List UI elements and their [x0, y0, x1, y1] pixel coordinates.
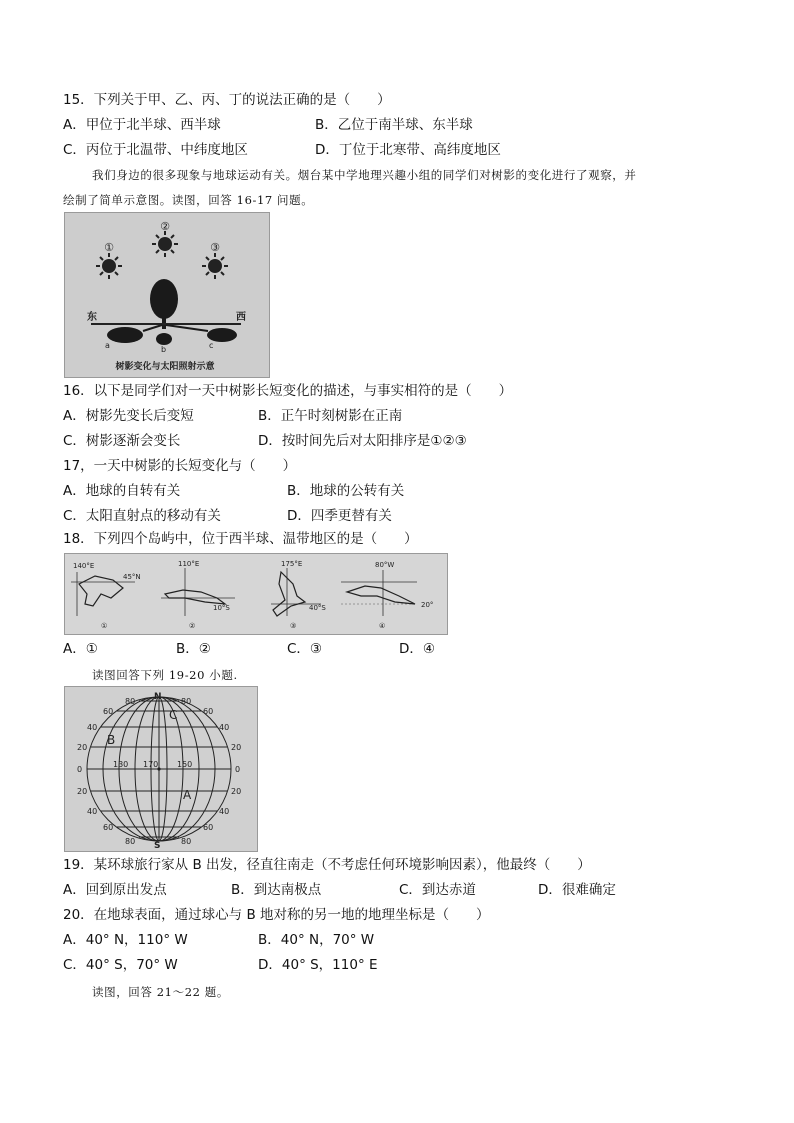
lat-right-20s: 20 — [231, 787, 242, 796]
lat-right-60s: 60 — [203, 823, 214, 832]
point-b: B — [107, 733, 116, 747]
shadow-b — [156, 333, 172, 345]
west-label: 西 — [236, 312, 246, 323]
q17-option-d: D．四季更替有关 — [287, 508, 392, 524]
q20-stem: 20．在地球表面，通过球心与 B 地对称的另一地的地理坐标是（ ） — [63, 907, 490, 923]
figure-caption: 树影变化与太阳照射示意 — [115, 362, 215, 372]
lat-left-60n: 60 — [103, 707, 114, 716]
lat-right-80n: 80 — [181, 697, 192, 706]
q16-option-d: D．按时间先后对太阳排序是①②③ — [258, 433, 467, 449]
q16-stem: 16．以下是同学们对一天中树影长短变化的描述，与事实相符的是（ ） — [63, 383, 513, 399]
island-number-3: ③ — [290, 622, 297, 630]
label-45n: 45°N — [123, 573, 141, 581]
intro-16-17-line2: 绘制了简单示意图。读图，回答 16-17 问题。 — [63, 193, 314, 207]
label-80w: 80°W — [375, 561, 395, 569]
q20-option-c: C．40° S，70° W — [63, 957, 178, 973]
sun-label-1: ① — [104, 241, 114, 254]
q17-option-c: C．太阳直射点的移动有关 — [63, 508, 221, 524]
sun-label-3: ③ — [210, 241, 220, 254]
q15-option-d: D．丁位于北寒带、高纬度地区 — [315, 142, 501, 158]
island-3-map — [271, 560, 326, 630]
tree-icon — [150, 279, 178, 329]
label-10s: 10°S — [213, 604, 230, 612]
q20-option-b: B．40° N，70° W — [258, 932, 375, 948]
south-pole-label: S — [154, 841, 161, 851]
q15-option-b: B．乙位于南半球、东半球 — [315, 117, 473, 133]
island-number-1: ① — [101, 622, 108, 630]
lon-label-150: 150 — [177, 760, 193, 769]
lat-right-60n: 60 — [203, 707, 214, 716]
sun-icon — [152, 231, 178, 257]
shadow-a — [107, 327, 143, 343]
sun-icon — [202, 253, 228, 279]
sun-icon — [96, 253, 122, 279]
q17-option-a: A．地球的自转有关 — [63, 483, 181, 499]
q19-stem: 19．某环球旅行家从 B 出发，径直往南走（不考虑任何环境影响因素），他最终（ ） — [63, 857, 591, 873]
q16-option-b: B．正午时刻树影在正南 — [258, 408, 403, 424]
q19-option-c: C．到达赤道 — [399, 882, 476, 898]
label-20: 20° — [421, 601, 434, 609]
intro-16-17-line1: 我们身边的很多现象与地球运动有关。烟台某中学地理兴趣小组的同学们对树影的变化进行了观察，并 — [92, 168, 637, 182]
q18-option-d: D．④ — [399, 641, 435, 657]
globe-figure — [64, 686, 258, 852]
q19-option-a: A．回到原出发点 — [63, 882, 167, 898]
q16-option-a: A．树影先变长后变短 — [63, 408, 194, 424]
q15-option-c: C．丙位于北温带、中纬度地区 — [63, 142, 248, 158]
lat-right-40s: 40 — [219, 807, 230, 816]
lat-left-40s: 40 — [87, 807, 98, 816]
island-number-2: ② — [189, 622, 196, 630]
q20-option-a: A．40° N，110° W — [63, 932, 188, 948]
label-110e: 110°E — [178, 560, 200, 568]
north-pole-label: N — [154, 692, 162, 702]
island-4-map — [341, 561, 433, 630]
lat-left-80s: 80 — [125, 837, 136, 846]
q19-option-b: B．到达南极点 — [231, 882, 322, 898]
intro-21-22: 读图，回答 21～22 题。 — [92, 985, 229, 999]
shadow-label-a: a — [105, 341, 110, 350]
shadow-label-b: b — [161, 345, 167, 354]
q18-stem: 18．下列四个岛屿中，位于西半球、温带地区的是（ ） — [63, 531, 418, 547]
lat-right-20n: 20 — [231, 743, 242, 752]
lat-left-0: 0 — [77, 765, 83, 774]
islands-figure — [64, 553, 448, 635]
shadow-c — [207, 328, 237, 342]
label-140e: 140°E — [73, 562, 95, 570]
island-2-map — [161, 560, 235, 630]
label-175e: 175°E — [281, 560, 303, 568]
q15-option-a: A．甲位于北半球、西半球 — [63, 117, 221, 133]
q18-option-b: B．② — [176, 641, 211, 657]
lat-right-40n: 40 — [219, 723, 230, 732]
lat-left-20n: 20 — [77, 743, 88, 752]
shadow-label-c: c — [209, 341, 214, 350]
lon-label-130: 130 — [113, 760, 129, 769]
lat-left-80n: 80 — [125, 697, 136, 706]
point-c: C — [169, 708, 178, 722]
lon-label-170: 170 — [143, 760, 159, 769]
q17-option-b: B．地球的公转有关 — [287, 483, 405, 499]
island-number-4: ④ — [379, 622, 386, 630]
point-a: A — [183, 788, 192, 802]
q18-option-c: C．③ — [287, 641, 323, 657]
lat-left-20s: 20 — [77, 787, 88, 796]
sun-label-2: ② — [160, 220, 170, 233]
east-label: 东 — [87, 312, 97, 323]
island-1-map — [71, 562, 141, 630]
q16-option-c: C．树影逐渐会变长 — [63, 433, 181, 449]
lat-right-0: 0 — [235, 765, 241, 774]
label-40s: 40°S — [309, 604, 326, 612]
tree-shadow-figure — [64, 212, 270, 378]
lat-right-80s: 80 — [181, 837, 192, 846]
lat-left-60s: 60 — [103, 823, 114, 832]
lat-left-40n: 40 — [87, 723, 98, 732]
q19-option-d: D．很难确定 — [538, 882, 616, 898]
intro-19-20: 读图回答下列 19-20 小题. — [92, 668, 238, 682]
q20-option-d: D．40° S，110° E — [258, 957, 378, 973]
q18-option-a: A．① — [63, 641, 98, 657]
q15-stem: 15．下列关于甲、乙、丙、丁的说法正确的是（ ） — [63, 92, 391, 108]
q17-stem: 17，一天中树影的长短变化与（ ） — [63, 458, 297, 474]
